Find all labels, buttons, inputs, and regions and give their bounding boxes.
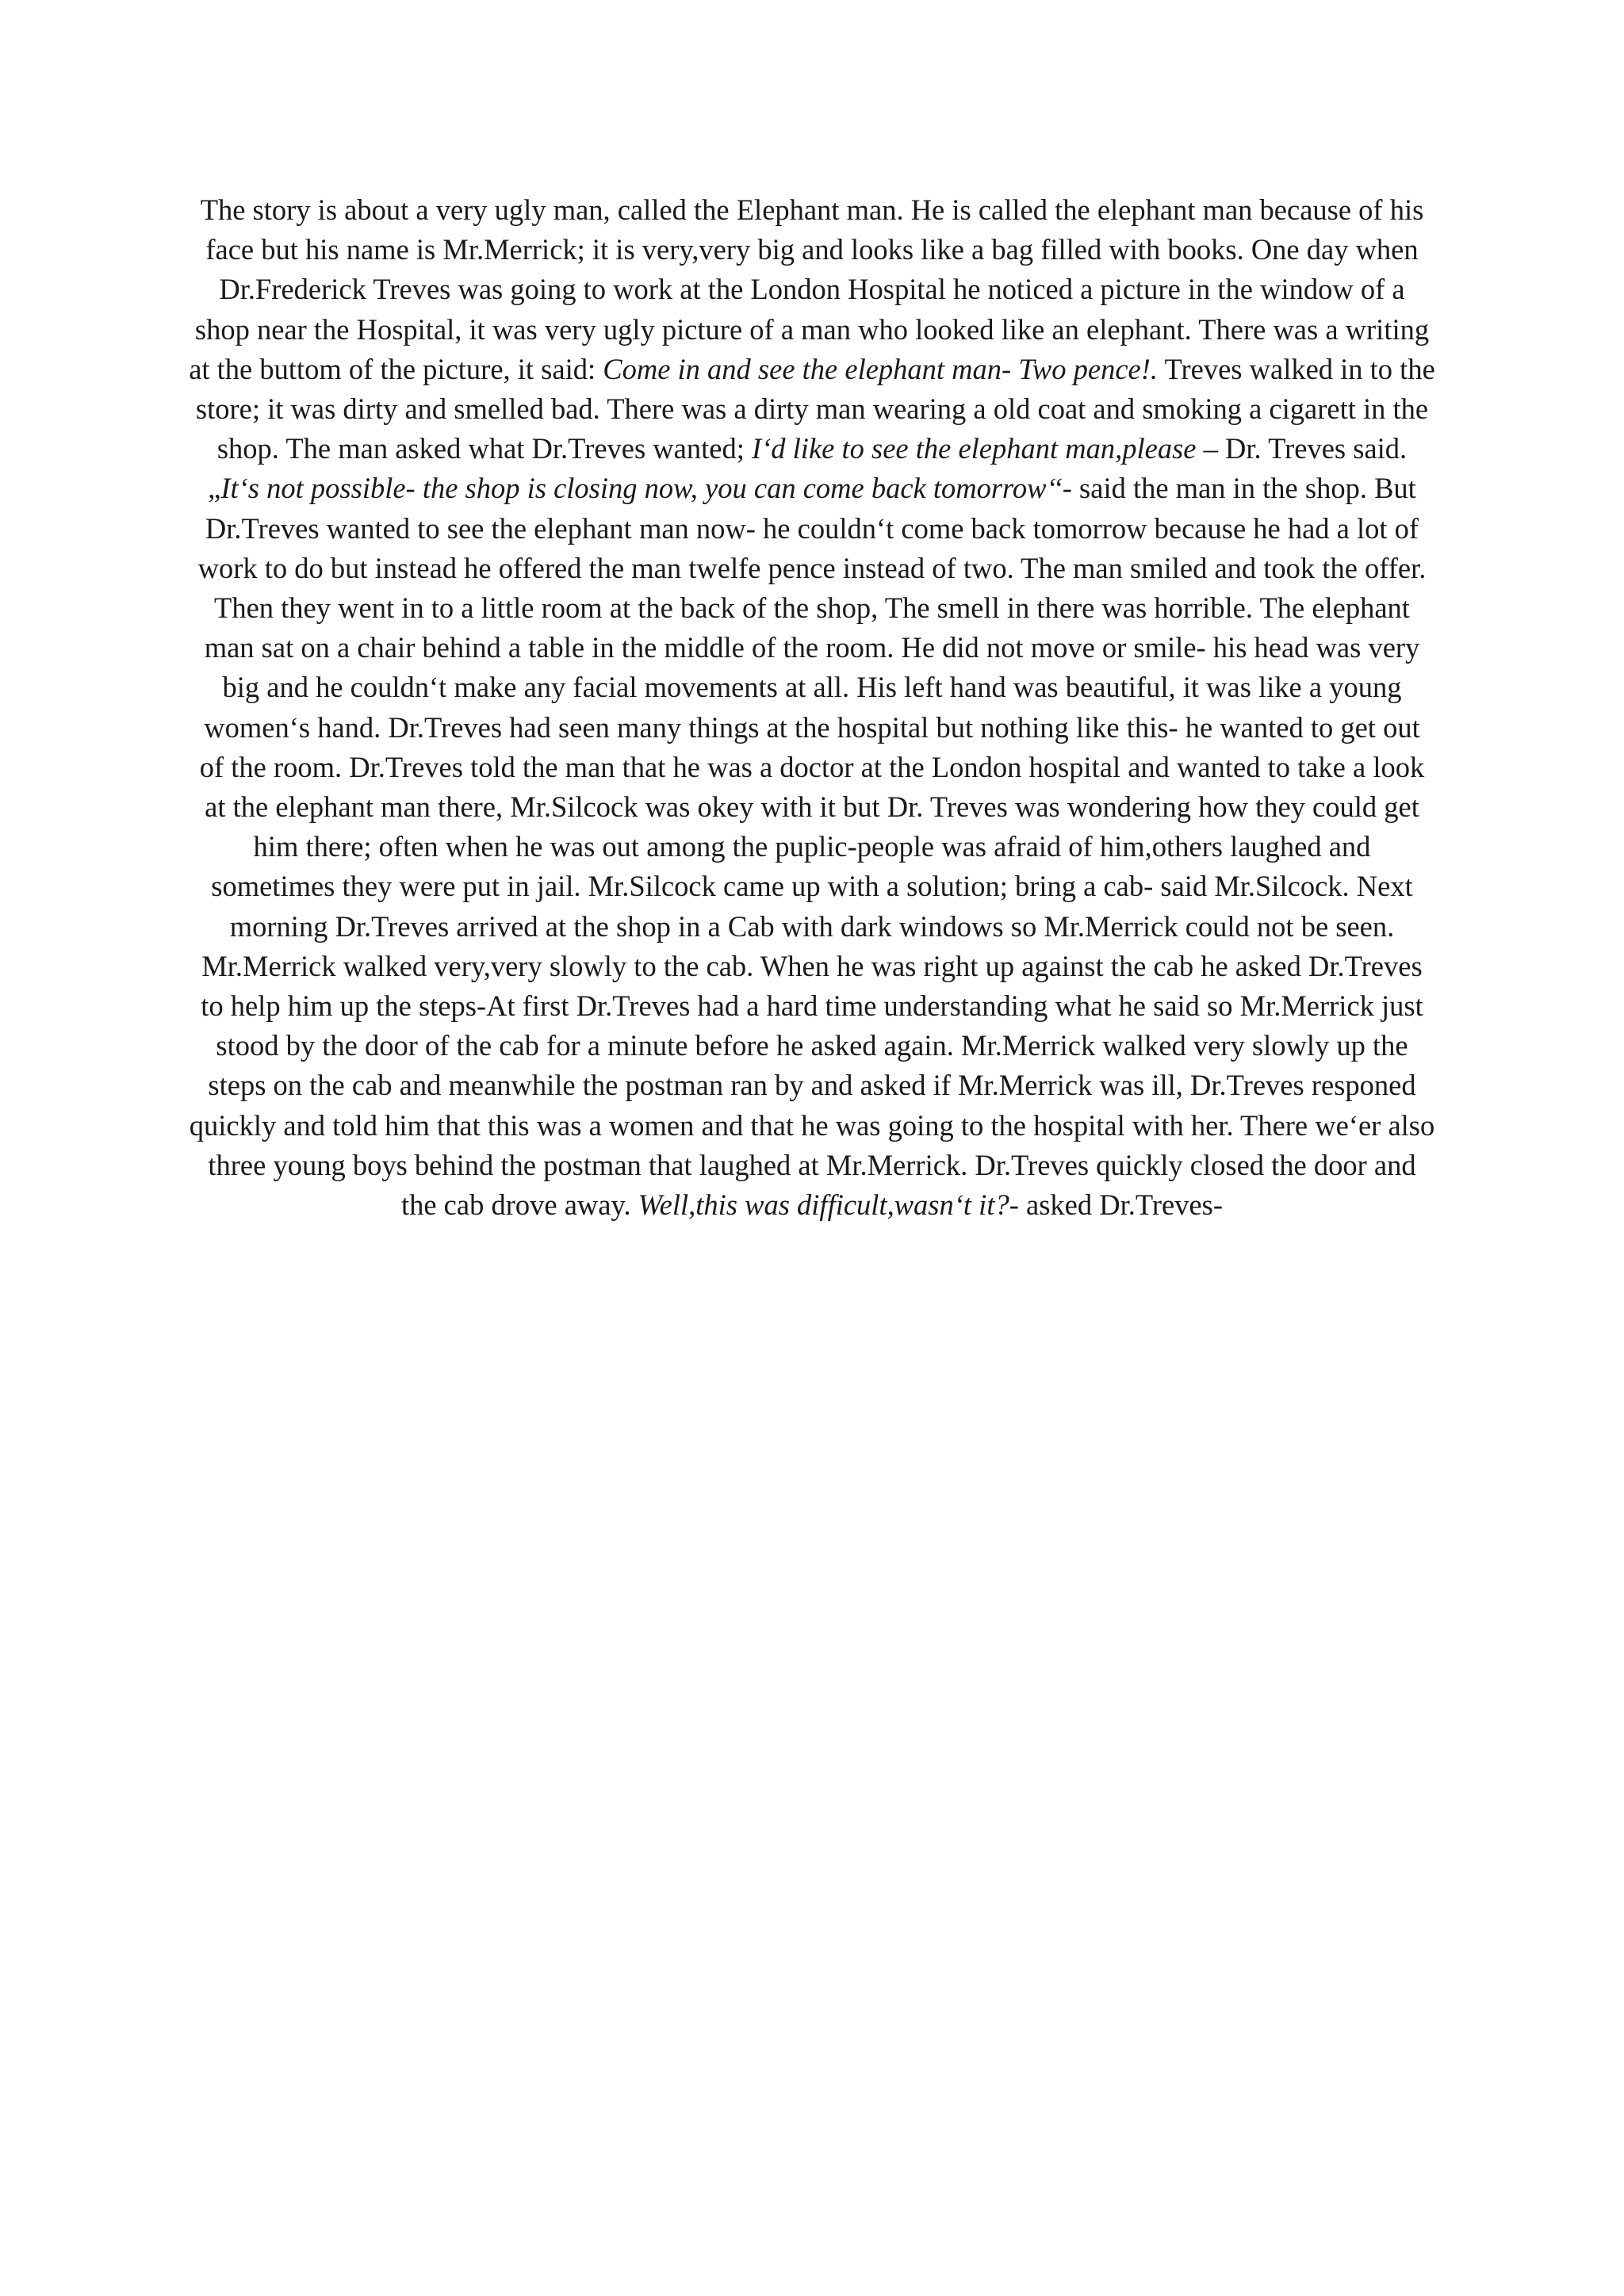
story-text-3: – Dr. Treves said. „ [208, 432, 1408, 505]
story-paragraph [189, 190, 1435, 1225]
story-text-5: - asked Dr.Treves- [1009, 1188, 1224, 1222]
story-text-1: The story is about a very ugly man, called the Elephant man. He is called the elephant man because of his face but his name is Mr.Merrick; it is very,very big and looks like a bag filled with books. One day when Dr.Frederick Treves was going to work at the London Hospital he noticed a picture in the window of a shop near the Hospital, it was very ugly picture of a man who looked like an elephant. There was a writing at the buttom of the picture, it said: [189, 193, 1430, 385]
shop-sign-quote: Come in and see the elephant man- Two pence!. [603, 352, 1159, 385]
treves-request-quote: I‘d like to see the elephant man,please [751, 432, 1197, 465]
story-text-4: - said the man in the shop. But Dr.Treves wanted to see the elephant man now- he couldn‘t come back tomorrow because he had a lot of work to do but instead he offered the man twelfe pence instead of two. The man smiled and took the offer. Then they went in to a little room at the back of the shop, The smell in there was horrible. The elephant man sat on a chair behind a table in the middle of the room. He did not move or smile- his head was very big and he couldn‘t make any facial movements at all. His left hand was beautiful, it was like a young women‘s hand. Dr.Treves had seen many things at the hospital but nothing like this- he wanted to get out of the room. Dr.Treves told the man that he was a doctor at the London hospital and wanted to take a look at the elephant man there, Mr.Silcock was okey with it but Dr. Treves was wondering how they could get him there; often when he was out among the puplic-people was afraid of him,others laughed and sometimes they were put in jail. Mr.Silcock came up with a solution; bring a cab- said Mr.Silcock. Next morning Dr.Treves arrived at the shop in a Cab with dark windows so Mr.Merrick could not be seen. Mr.Merrick walked very,very slowly to the cab. When he was right up against the cab he asked Dr.Treves to help him up the steps-At first Dr.Treves had a hard time understanding what he said so Mr.Merrick just stood by the door of the cab for a minute before he asked again. Mr.Merrick walked very slowly up the steps on the cab and meanwhile the postman ran by and asked if Mr.Merrick was ill, Dr.Treves responed quickly and told him that this was a women and that he was going to the hospital with her. There we‘er also three young boys behind the postman that laughed at Mr.Merrick. Dr.Treves quickly closed the door and the cab drove away. [189, 472, 1435, 1222]
story-text-2: Treves walked in to the store; it was dirty and smelled bad. There was a dirty man wearing a old coat and smoking a cigarett in the shop. The man asked what Dr.Treves wanted; [195, 352, 1435, 465]
shopkeeper-reply-quote: It‘s not possible- the shop is closing now, you can come back tomorrow‘‘ [220, 472, 1063, 505]
treves-final-quote: Well,this was difficult,wasn‘t it? [638, 1188, 1009, 1222]
